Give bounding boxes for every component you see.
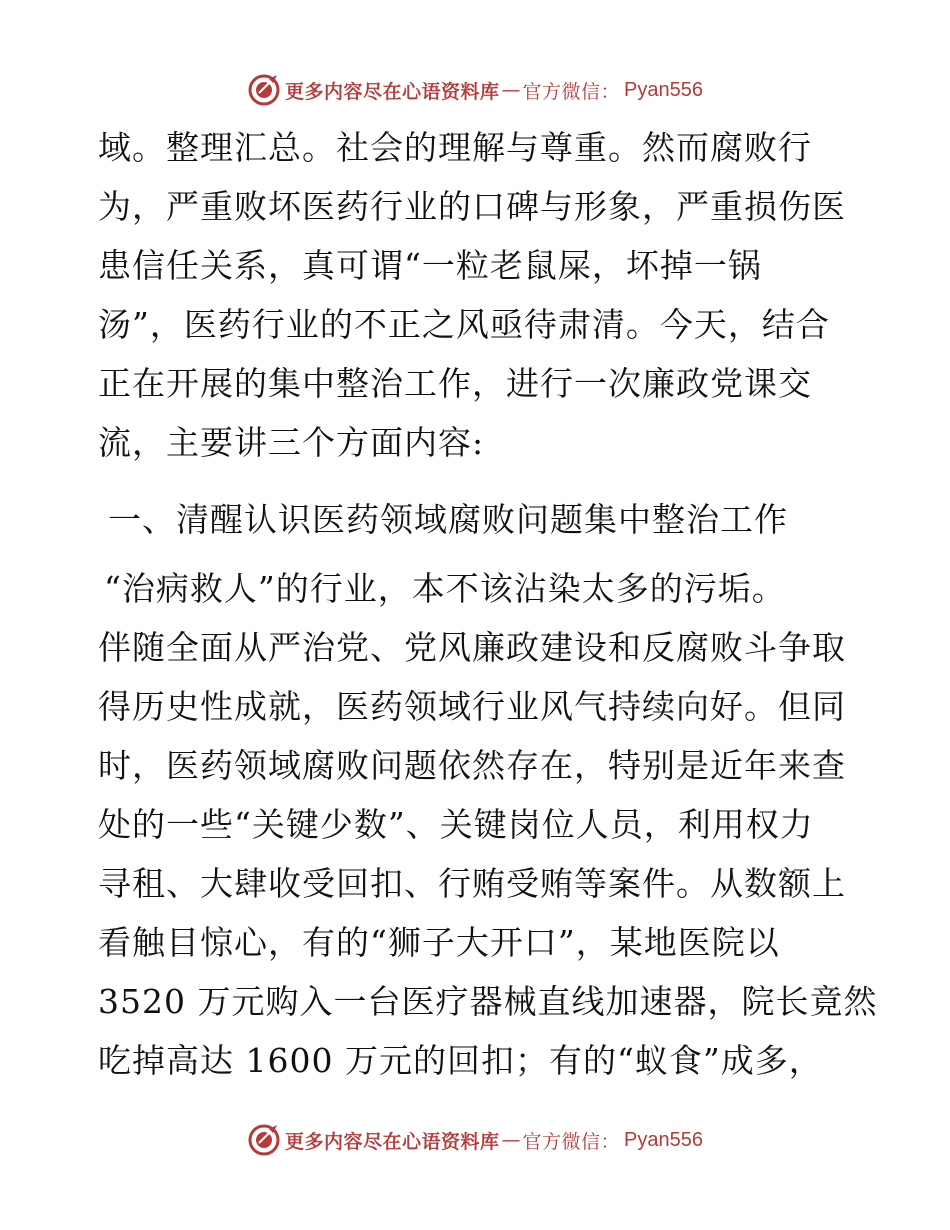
banner-separator: — [501, 1129, 521, 1151]
text-line: 看触目惊心，有的“狮子大开口”，某地医院以 [98, 923, 780, 962]
text-line: 寻租、大肆收受回扣、行贿受贿等案件。从数额上 [98, 864, 846, 903]
pen-logo-icon [247, 1123, 281, 1157]
text-line: 得历史性成就，医药领域行业风气持续向好。但同 [98, 687, 846, 726]
text-line: 汤”，医药行业的不正之风亟待肃清。今天，结合 [98, 305, 830, 344]
text-line: 域。整理汇总。社会的理解与尊重。然而腐败行 [98, 128, 812, 167]
text-line: 为，严重败坏医药行业的口碑与形象，严重损伤医 [98, 187, 846, 226]
text-line: 患信任关系，真可谓“一粒老鼠屎，坏掉一锅 [98, 246, 762, 285]
banner-text: 更多内容尽在心语资料库 [285, 1130, 500, 1153]
text-line: 时，医药领域腐败问题依然存在，特别是近年来查 [98, 746, 846, 785]
section-heading: 一、清醒认识医药领域腐败问题集中整治工作 [108, 500, 788, 539]
text-line: “治病救人”的行业，本不该沾染太多的污垢。 [104, 569, 786, 608]
banner-separator: — [501, 79, 521, 101]
text-line: 3520 万元购入一台医疗器械直线加速器，院长竟然 [98, 982, 878, 1021]
text-line: 吃掉高达 1600 万元的回扣；有的“蚁食”成多， [98, 1041, 823, 1080]
banner-wechat-label: 官方微信： [522, 80, 621, 103]
footer-banner [0, 1120, 950, 1160]
banner-wechat-id: Pyan556 [624, 1128, 703, 1151]
text-line: 处的一些“关键少数”、关键岗位人员，利用权力 [98, 805, 814, 844]
header-banner [0, 70, 950, 110]
banner-wechat-id: Pyan556 [624, 78, 703, 101]
text-line: 正在开展的集中整治工作，进行一次廉政党课交 [98, 364, 812, 403]
banner-text: 更多内容尽在心语资料库 [285, 80, 500, 103]
text-line: 伴随全面从严治党、党风廉政建设和反腐败斗争取 [98, 628, 846, 667]
text-line: 流，主要讲三个方面内容: [98, 423, 485, 462]
banner-wechat-label: 官方微信： [522, 1130, 621, 1153]
pen-logo-icon [247, 73, 281, 107]
document-body [98, 118, 898, 1090]
